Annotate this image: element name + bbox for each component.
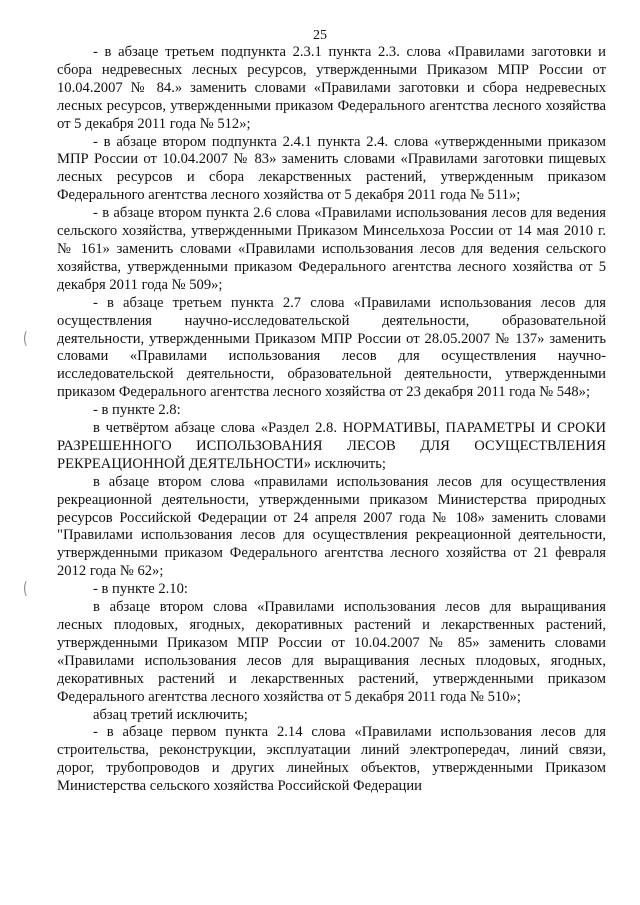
page-number: 25 [313,28,327,43]
paragraph-2-8-second: в абзаце втором слова «правилами использования лесов для осуществления рекреационной деятельности, утвержденными приказом Министерства природных ресурсов Российской Федерации от 24 апреля 2007 года № 108» заменить словами "Правилами использования лесов для осуществления рекреационной деятельности, утвержденными приказом Федерального агентства лесного хозяйства от 21 февраля 2012 года № 62»; [57,473,606,580]
paragraph-2-10-heading: - в пункте 2.10: [93,581,188,598]
paragraph-2-7: - в абзаце третьем пункта 2.7 слова «Правилами использования лесов для осуществления научно-исследовательской деятельности, образовательной деятельности, утвержденными Приказом МПР России от 28.05.2007 № 137» заменить словами «Правилами использования лесов для осуществления научно-исследовательской деятельности, образовательной деятельности, утвержденными приказом Федерального агентства лесного хозяйства от 23 декабря 2011 года № 548»; [57,294,606,401]
scan-punch-mark: ( [22,579,28,599]
scan-punch-mark: ( [22,329,28,349]
document-body [57,44,606,796]
paragraph-2-8-fourth: в четвёртом абзаце слова «Раздел 2.8. НОРМАТИВЫ, ПАРАМЕТРЫ И СРОКИ РАЗРЕШЕННОГО ИСПОЛЬЗОВАНИЯ ЛЕСОВ ДЛЯ ОСУЩЕСТВЛЕНИЯ РЕКРЕАЦИОННОЙ ДЕЯТЕЛЬНОСТИ» исключить; [57,420,606,472]
paragraph-2-6: - в абзаце втором пункта 2.6 слова «Правилами использования лесов для ведения сельского хозяйства, утвержденными Приказом Минсельхоза России от 14 мая 2010 г. № 161» заменить словами «Правилами использования лесов для ведения сельского хозяйства, утвержденными приказом Федерального агентства лесного хозяйства от 5 декабря 2011 года № 509»; [57,205,606,293]
paragraph-2-14: - в абзаце первом пункта 2.14 слова «Правилами использования лесов для строительства, реконструкции, эксплуатации линий электропередач, линий связи, дорог, трубопроводов и других линейных объектов, утвержденными Приказом Министерства сельского хозяйства Российской Федерации [57,724,606,795]
paragraph-2-8-heading: - в пункте 2.8: [93,402,181,419]
paragraph-2-10-second: в абзаце втором слова «Правилами использования лесов для выращивания лесных плодовых, ягодных, декоративных растений и лекарственных растений, утвержденными Приказом МПР России от 10.04.2007 № 85» заменить словами «Правилами использования лесов для выращивания лесных плодовых, ягодных, декоративных растений и лекарственных растений, утвержденными приказом Федерального агентства лесного хозяйства от 5 декабря 2011 года № 510»; [57,599,606,705]
paragraph-2-4-1: - в абзаце втором подпункта 2.4.1 пункта 2.4. слова «утвержденными приказом МПР России от 10.04.2007 № 83» заменить словами «Правилами заготовки пищевых лесных ресурсов и сбора лекарственных растений, утвержденным приказом Федерального агентства лесного хозяйства от 5 декабря 2011 года № 511»; [57,133,606,204]
paragraph-2-10-third: абзац третий исключить; [93,706,248,723]
paragraph-2-3-1: - в абзаце третьем подпункта 2.3.1 пункта 2.3. слова «Правилами заготовки и сбора недревесных лесных ресурсов, утвержденными Приказом МПР России от 10.04.2007 № 84.» заменить словами «Правилами заготовки и сбора недревесных лесных ресурсов, утвержденными приказом Федерального агентства лесного хозяйства от 5 декабря 2011 года № 512»; [57,44,606,132]
